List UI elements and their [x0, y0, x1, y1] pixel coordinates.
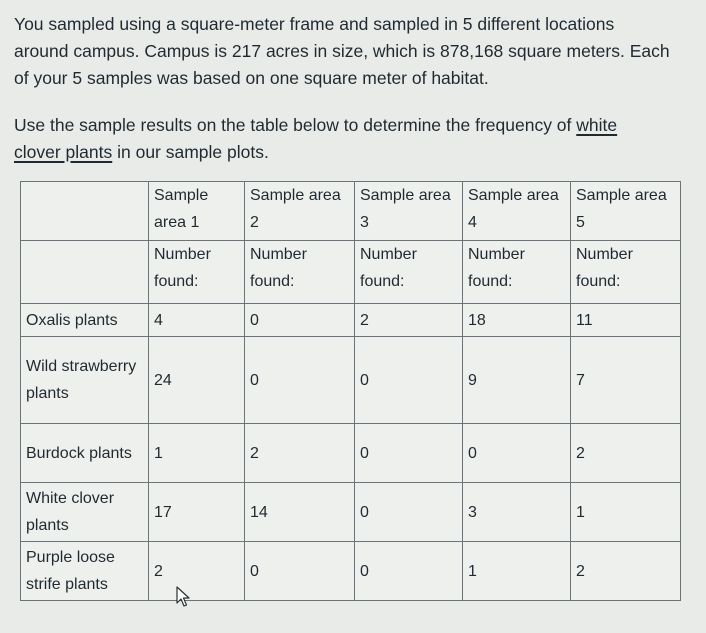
table-header-row-2: [21, 241, 681, 304]
arrow-pointer-icon: [176, 586, 192, 608]
table-cell: 14: [245, 483, 355, 542]
table-cell: 1: [463, 542, 571, 601]
table-cell: 4: [149, 304, 245, 337]
table-cell: 2: [355, 304, 463, 337]
table-cell: 2: [571, 542, 681, 601]
table-row: [21, 304, 681, 337]
intro-paragraph: [14, 11, 694, 92]
table-cell: 3: [463, 483, 571, 542]
table-row: [21, 483, 681, 542]
table-cell: 0: [355, 337, 463, 424]
table-cell: 11: [571, 304, 681, 337]
header-cell: Number found:: [355, 241, 463, 304]
question-underlined-clover: clover plants: [14, 142, 113, 162]
row-label: Burdock plants: [21, 424, 149, 483]
header-cell: Number found:: [245, 241, 355, 304]
table-cell: 17: [149, 483, 245, 542]
intro-line-3: of your 5 samples was based on one square meter of habitat.: [14, 68, 489, 88]
table-cell: 0: [355, 424, 463, 483]
table-cell: 18: [463, 304, 571, 337]
row-label: Wild strawberry plants: [21, 337, 149, 424]
sample-results-table: [20, 181, 681, 601]
row-label: White clover plants: [21, 483, 149, 542]
table-cell: 2: [245, 424, 355, 483]
table-row: [21, 424, 681, 483]
intro-line-1: You sampled using a square-meter frame and sampled in 5 different locations: [14, 14, 615, 34]
header-cell: Sample area 1: [149, 182, 245, 241]
table-cell: 9: [463, 337, 571, 424]
table-cell: 1: [149, 424, 245, 483]
header-cell: Number found:: [149, 241, 245, 304]
table-cell: 0: [245, 304, 355, 337]
table-header-row-1: [21, 182, 681, 241]
table-cell: 0: [355, 483, 463, 542]
table-cell: 0: [355, 542, 463, 601]
table-cell: 0: [245, 542, 355, 601]
header-cell: Sample area 2: [245, 182, 355, 241]
question-underlined-white: white: [576, 115, 618, 135]
intro-line-2: around campus. Campus is 217 acres in size, which is 878,168 square meters. Each: [14, 41, 670, 61]
header-cell: Number found:: [463, 241, 571, 304]
table-cell: 7: [571, 337, 681, 424]
table-cell: 2: [149, 542, 245, 601]
header-cell: Sample area 4: [463, 182, 571, 241]
table-row: [21, 337, 681, 424]
header-cell: Sample area 3: [355, 182, 463, 241]
table-cell: 1: [571, 483, 681, 542]
header-cell: Number found:: [571, 241, 681, 304]
question-paragraph: [14, 112, 694, 166]
table-row: [21, 542, 681, 601]
row-label: Oxalis plants: [21, 304, 149, 337]
header-cell-empty: [21, 182, 149, 241]
header-cell: Sample area 5: [571, 182, 681, 241]
table-cell: 24: [149, 337, 245, 424]
table-cell: 2: [571, 424, 681, 483]
question-text-end: in our sample plots.: [112, 142, 269, 162]
table-cell: 0: [245, 337, 355, 424]
row-label: Purple loose strife plants: [21, 542, 149, 601]
header-cell-empty: [21, 241, 149, 304]
table-cell: 0: [463, 424, 571, 483]
question-text-start: Use the sample results on the table below to determine the frequency of: [14, 115, 577, 135]
